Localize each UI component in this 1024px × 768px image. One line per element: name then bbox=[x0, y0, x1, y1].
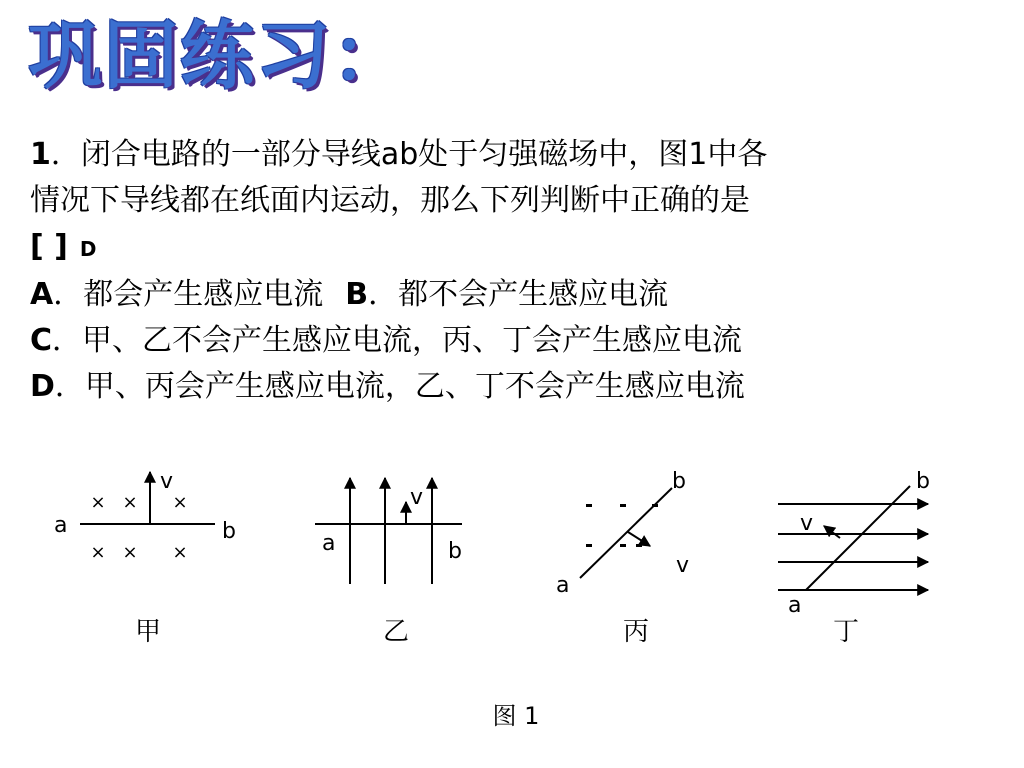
question-line-1 bbox=[30, 132, 1015, 178]
field-cross: × bbox=[172, 542, 188, 563]
jia-label-v: v bbox=[160, 469, 174, 494]
field-dot bbox=[586, 544, 592, 547]
yi-label-b: b bbox=[448, 539, 462, 564]
field-dot bbox=[586, 504, 592, 507]
field-cross: × bbox=[90, 492, 106, 513]
question-line-3 bbox=[30, 224, 1015, 272]
option-a-letter: A bbox=[30, 277, 54, 312]
bing-label-a: a bbox=[556, 573, 570, 598]
field-cross: × bbox=[90, 542, 106, 563]
ding-velocity-arrow bbox=[824, 526, 840, 538]
bing-velocity-arrow bbox=[628, 532, 650, 546]
field-cross: × bbox=[122, 542, 138, 563]
question-line-2: 情况下导线都在纸面内运动，那么下列判断中正确的是 bbox=[30, 183, 750, 218]
jia-panel-name: 甲 bbox=[134, 617, 162, 647]
field-dot bbox=[652, 504, 658, 507]
yi-label-a: a bbox=[322, 531, 336, 556]
bing-label-b: b bbox=[672, 469, 686, 494]
question-text-1: ．闭合电路的一部分导线ab处于匀强磁场中，图1中各 bbox=[50, 137, 768, 172]
slide-title: 巩固练习： bbox=[28, 13, 408, 99]
panel-bing bbox=[580, 488, 672, 578]
yi-label-v: v bbox=[410, 485, 424, 510]
option-d-text: ．甲、丙会产生感应电流，乙、丁不会产生感应电流 bbox=[54, 369, 745, 404]
option-d-letter: D bbox=[30, 369, 55, 404]
jia-field-marks bbox=[90, 492, 187, 563]
bing-field-dots bbox=[586, 504, 658, 547]
answer-bracket: [ ] bbox=[30, 229, 68, 264]
option-c-text: ．甲、乙不会产生感应电流，丙、丁会产生感应电流 bbox=[52, 323, 743, 358]
jia-label-a: a bbox=[54, 513, 68, 538]
ding-panel-name: 丁 bbox=[832, 617, 860, 647]
question-block bbox=[30, 132, 1015, 410]
field-cross: × bbox=[172, 492, 188, 513]
option-row-c bbox=[30, 318, 1015, 364]
option-c-letter: C bbox=[30, 323, 53, 358]
figure-1 bbox=[0, 440, 1024, 760]
panel-ding bbox=[778, 486, 928, 590]
question-number: 1 bbox=[30, 137, 51, 172]
ding-label-a: a bbox=[788, 593, 802, 618]
ding-label-v: v bbox=[800, 511, 814, 536]
option-b-text: ．都不会产生感应电流 bbox=[368, 277, 669, 312]
bing-wire-ab bbox=[580, 488, 672, 578]
answer-text: D bbox=[79, 237, 97, 261]
option-row-ab bbox=[30, 272, 1015, 318]
yi-panel-name: 乙 bbox=[382, 617, 410, 647]
field-dot bbox=[620, 504, 626, 507]
option-b-letter: B bbox=[345, 277, 369, 312]
field-dot bbox=[636, 544, 642, 547]
option-row-d bbox=[30, 364, 1015, 410]
field-cross: × bbox=[122, 492, 138, 513]
figure-caption: 图 1 bbox=[492, 702, 540, 730]
jia-label-b: b bbox=[222, 519, 236, 544]
ding-label-b: b bbox=[916, 469, 930, 494]
option-a-text: ．都会产生感应电流 bbox=[53, 277, 324, 312]
bing-panel-name: 丙 bbox=[622, 617, 650, 647]
ding-wire-ab bbox=[806, 486, 910, 590]
panel-yi bbox=[315, 478, 462, 584]
bing-label-v: v bbox=[676, 553, 690, 578]
field-dot bbox=[620, 544, 626, 547]
